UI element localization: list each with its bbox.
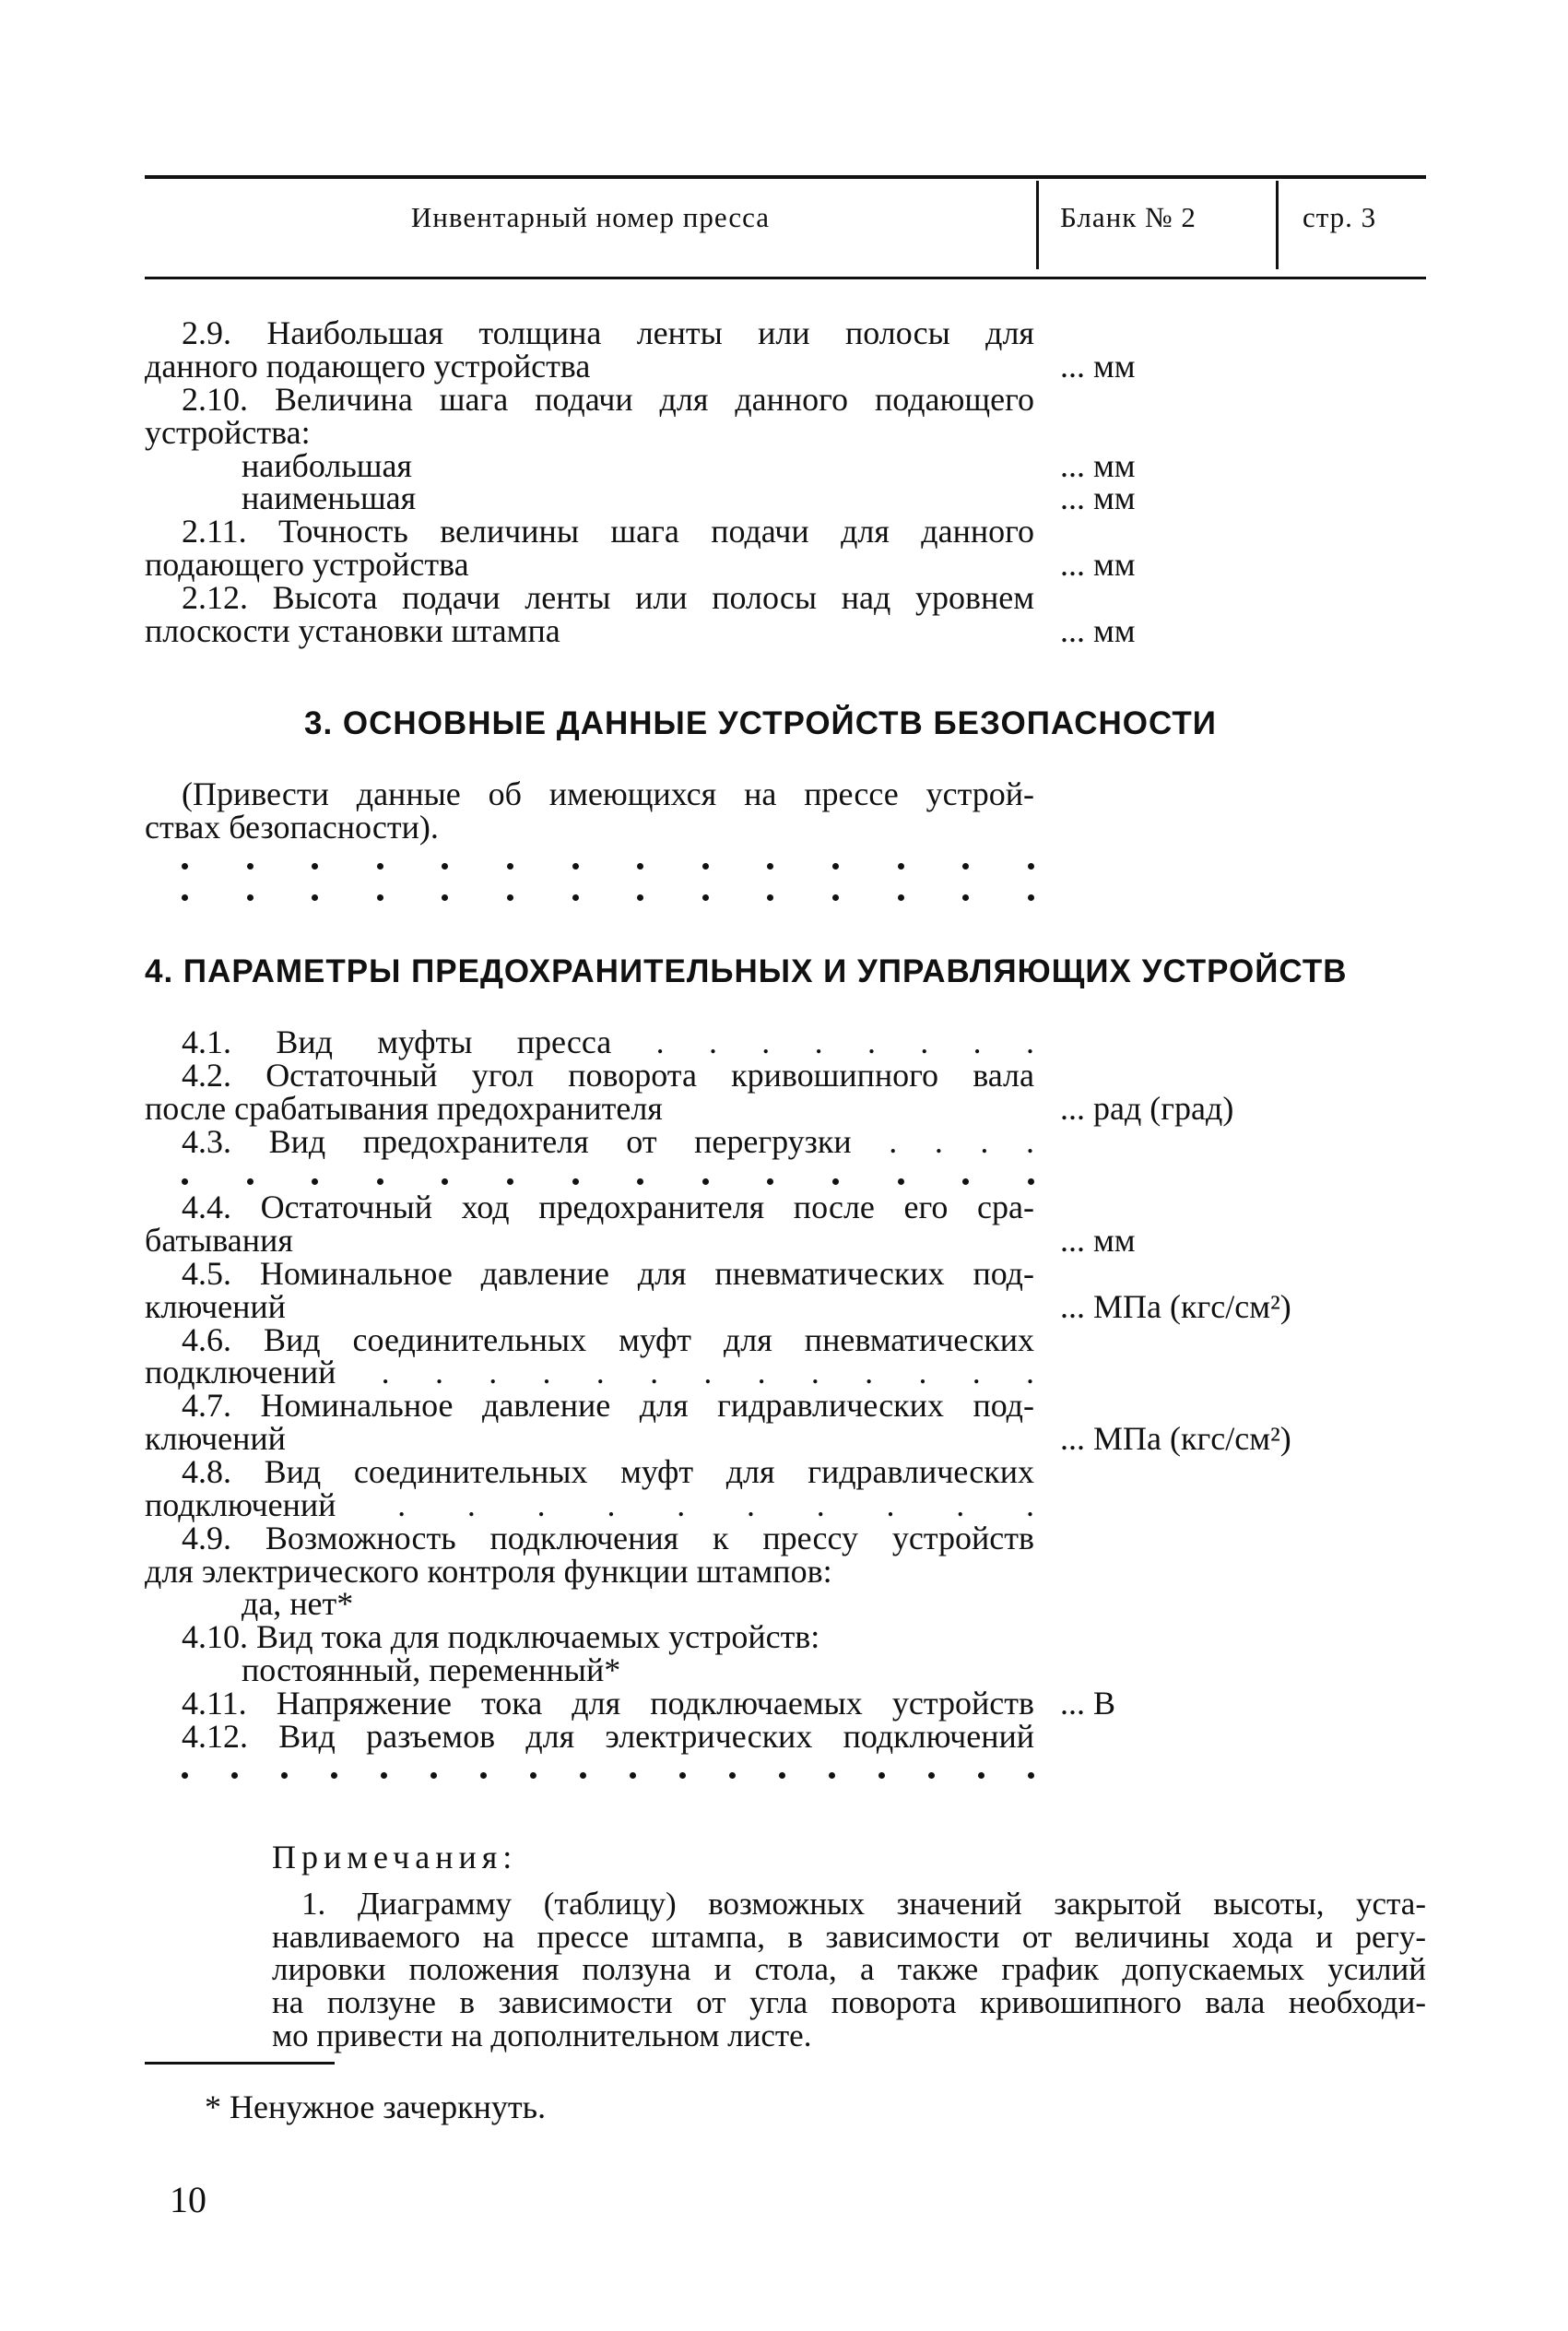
item-2-10-line-1: 2.10. Величина шага подачи для данного подающего (182, 381, 1034, 418)
header-inventory-number: Инвентарный номер пресса (410, 201, 771, 233)
item-4-3: 4.3. Вид предохранителя от перегрузки . . . . (182, 1123, 1034, 1160)
item-2-12-unit: ... мм (1060, 612, 1136, 649)
item-4-5-line-2: ключений (145, 1288, 286, 1325)
item-2-10-line-2: устройства: (145, 414, 311, 451)
item-2-12-line-2: плоскости установки штампа (145, 612, 560, 649)
item-4-6-line-1: 4.6. Вид соединительных муфт для пневматических (182, 1321, 1034, 1358)
header-bottom-rule (145, 277, 1426, 279)
item-4-10-line-1: 4.10. Вид тока для подключаемых устройств: (182, 1618, 820, 1655)
item-4-11-unit: ... В (1060, 1685, 1116, 1722)
item-4-9-line-2: для электрического контроля функции штампов: (145, 1553, 832, 1590)
notes-title: Примечания: (272, 1839, 518, 1875)
item-4-12: 4.12. Вид разъемов для электрических подключений (182, 1718, 1034, 1755)
header-top-rule (145, 175, 1426, 179)
item-4-2-line-2: после срабатывания предохранителя (145, 1090, 663, 1127)
item-4-1: 4.1. Вид муфты пресса . . . . . . . . (182, 1024, 1034, 1060)
footnote: * Ненужное зачеркнуть. (205, 2088, 547, 2125)
item-4-12-dotted-line (182, 1766, 1034, 1784)
item-4-9-line-1: 4.9. Возможность подключения к прессу устройств (182, 1520, 1034, 1556)
item-4-10-options: постоянный, переменный* (242, 1651, 621, 1688)
item-4-5-unit: ... МПа (кгс/см²) (1060, 1288, 1291, 1325)
item-2-10-max: наибольшая (242, 447, 412, 484)
item-2-12-line-1: 2.12. Высота подачи ленты или полосы над уровнем (182, 579, 1034, 616)
note-1-line-2: навливаемого на прессе штампа, в зависимости от величины хода и регу- (272, 1919, 1426, 1955)
item-2-10-min: наименьшая (242, 479, 417, 516)
item-2-11-unit: ... мм (1060, 546, 1136, 583)
section-3-line-1: (Привести данные об имеющихся на прессе устрой- (182, 775, 1034, 812)
header-divider-2 (1276, 181, 1279, 269)
item-2-9-line-1: 2.9. Наибольшая толщина ленты или полосы для (182, 314, 1034, 351)
item-4-3-dotted-line (182, 1172, 1034, 1190)
item-4-2-line-1: 4.2. Остаточный угол поворота кривошипного вала (182, 1057, 1034, 1094)
item-4-8-line-2: подключений . . . . . . . . . . (145, 1486, 1034, 1523)
item-4-4-line-1: 4.4. Остаточный ход предохранителя после его сра- (182, 1189, 1034, 1225)
item-2-10-max-unit: ... мм (1060, 447, 1136, 484)
item-4-7-line-1: 4.7. Номинальное давление для гидравлических под- (182, 1387, 1034, 1424)
item-4-6-line-2: подключений . . . . . . . . . . . . . (145, 1354, 1034, 1390)
section-3-dotted-line-1 (182, 857, 1034, 875)
note-1-line-5: мо привести на дополнительном листе. (272, 2017, 812, 2053)
page-number: 10 (170, 2179, 206, 2220)
section-3-dotted-line-2 (182, 888, 1034, 906)
item-4-11: 4.11. Напряжение тока для подключаемых устройств (182, 1685, 1034, 1722)
item-4-8-line-1: 4.8. Вид соединительных муфт для гидравлических (182, 1453, 1034, 1490)
item-2-11-line-1: 2.11. Точность величины шага подачи для данного (182, 513, 1034, 550)
item-4-4-line-2: батывания (145, 1222, 293, 1259)
header-divider-1 (1036, 181, 1039, 269)
item-2-10-min-unit: ... мм (1060, 479, 1136, 516)
item-4-9-options: да, нет* (242, 1585, 354, 1622)
item-4-4-unit: ... мм (1060, 1222, 1136, 1259)
note-1-line-3: лировки положения ползуна и стола, а также график допускаемых усилий (272, 1951, 1426, 1987)
item-4-5-line-1: 4.5. Номинальное давление для пневматических под- (182, 1255, 1034, 1292)
item-2-9-line-2: данного подающего устройства (145, 348, 591, 385)
item-2-9-unit: ... мм (1060, 348, 1136, 385)
section-4-heading: 4. ПАРАМЕТРЫ ПРЕДОХРАНИТЕЛЬНЫХ И УПРАВЛЯЮЩИХ УСТРОЙСТВ (145, 953, 1348, 989)
note-1-line-4: на ползуне в зависимости от угла поворота кривошипного вала необходи- (272, 1984, 1426, 2020)
header-form-number: Бланк № 2 (1060, 201, 1197, 233)
item-2-11-line-2: подающего устройства (145, 546, 469, 583)
note-1-line-1: 1. Диаграмму (таблицу) возможных значений закрытой высоты, уста- (301, 1886, 1426, 1922)
item-4-7-line-2: ключений (145, 1420, 286, 1457)
header-page-ref: стр. 3 (1303, 201, 1377, 233)
item-4-7-unit: ... МПа (кгс/см²) (1060, 1420, 1291, 1457)
footnote-rule (145, 2062, 335, 2065)
section-3-line-2: ствах безопасности). (145, 809, 439, 846)
section-3-heading: 3. ОСНОВНЫЕ ДАННЫЕ УСТРОЙСТВ БЕЗОПАСНОСТИ (304, 705, 1217, 741)
item-4-2-unit: ... рад (град) (1060, 1090, 1234, 1127)
